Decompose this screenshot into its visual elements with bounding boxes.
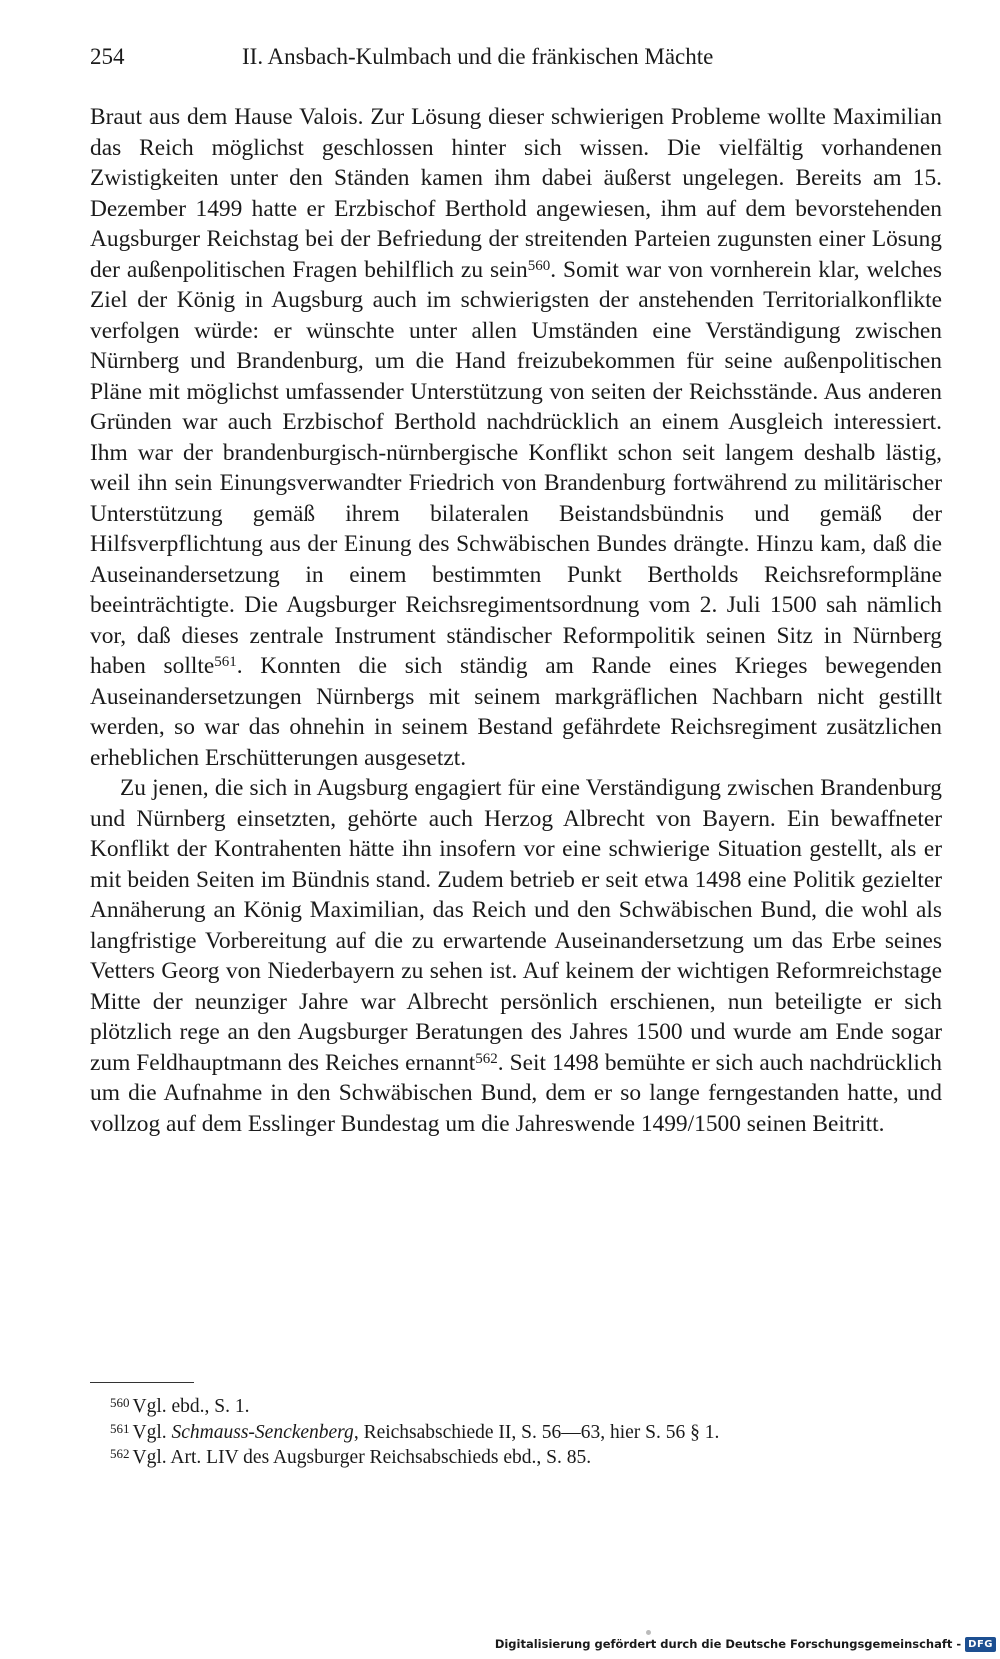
footnote-author: Schmauss-Senckenberg (171, 1421, 354, 1443)
footnote-reference-561: 561 (214, 654, 237, 670)
paragraph-2-text-b: . Seit 1498 bemühte er sich auch nachdrücklich um die Aufnahme in den Schwäbischen Bund, dem er so lange ferngestanden hatte, und vollzog auf dem Esslinger Bundestag um die Jahreswende 1499/1500 seinen Beitritt. (90, 1049, 943, 1137)
footnote-text: , Reichsabschiede II, S. 56—63, hier S. 56 § 1. (353, 1421, 720, 1443)
digitization-credit (495, 1635, 996, 1653)
footnote-text: Vgl. Art. LIV des Augsburger Reichsabschieds ebd., S. 85. (132, 1447, 592, 1468)
footnote-reference-562: 562 (475, 1050, 498, 1067)
footnote-reference-560: 560 (527, 257, 551, 274)
main-text (90, 102, 942, 1139)
footnote-separator (90, 1382, 194, 1383)
footnote-number: 561 (110, 1420, 130, 1436)
footnotes (110, 1394, 930, 1471)
footnote-prefix: Vgl. (132, 1421, 172, 1443)
paragraph-2 (90, 773, 942, 1139)
paragraph-1-text-b: . Somit war von vornherein klar, welches Ziel der König in Augsburg auch im schwierigsten der anstehenden Territorialkonflikte verfolgen würde: er wünschte unter allen Umständen eine Verständigung zwischen Nürnberg und Brandenburg, um die Hand freizubekommen für seine außenpolitischen Pläne mit möglichst umfassender Unterstützung von seiten der Reichsstände. Aus anderen Gründen war auch Erzbischof Berthold nachdrücklich an einem Ausgleich interessiert. Ihm war der brandenburgisch-nürnbergische Konflikt schon seit langem deshalb lästig, weil ihn sein Einungsverwandter Friedrich von Brandenburg fortwährend zu militärischer Unterstützung gemäß ihrem bilateralen Beistandsbündnis und gemäß der Hilfsverpflichtung aus der Einung des Schwäbischen Bundes drängte. Hinzu kam, daß die Auseinandersetzung in einem bestimmten Punkt Bertholds Reichsreformpläne beeinträchtigte. Die Augsburger Reichsregimentsordnung vom 2. Juli 1500 sah nämlich vor, daß dieses zentrale Instrument ständischer Reformpolitik seinen Sitz in Nürnberg haben sollte (90, 256, 942, 679)
footnote-number: 560 (110, 1395, 130, 1410)
credit-text: Digitalisierung gefördert durch die Deutsche Forschungsgemeinschaft - (494, 1637, 962, 1651)
running-head (90, 40, 942, 74)
page-number: 254 (90, 44, 125, 69)
footnote-561 (110, 1420, 930, 1446)
paragraph-1-text-c: . Konnten die sich ständig am Rande eines Krieges bewegenden Auseinandersetzungen Nürnbergs mit seinem markgräflichen Nachbarn nicht gestillt werden, so war das ohnehin in seinem Bestand gefährdete Reichsregiment zusätzlichen erheblichen Erschütterungen ausgesetzt. (90, 653, 942, 771)
footnote-560 (110, 1394, 930, 1420)
chapter-title: II. Ansbach-Kulmbach und die fränkischen Mächte (242, 44, 714, 69)
footnote-text: Vgl. ebd., S. 1. (132, 1396, 250, 1417)
paragraph-1-text-a: Braut aus dem Hause Valois. Zur Lösung dieser schwierigen Probleme wollte Maximilian das Reich möglichst geschlossen hinter sich wissen. Die vielfältig vorhandenen Zwistigkeiten unter den Ständen kamen ihm dabei äußerst ungelegen. Bereits am 15. Dezember 1499 hatte er Erzbischof Berthold angewiesen, ihm auf dem bevorstehenden Augsburger Reichstag bei der Befriedung der streitenden Parteien zugunsten einer Lösung der außenpolitischen Fragen behilflich zu sein (90, 104, 942, 283)
paragraph-2-text-a: Zu jenen, die sich in Augsburg engagiert für eine Verständigung zwischen Brandenburg und Nürnberg einsetzten, gehörte auch Herzog Albrecht von Bayern. Ein bewaffneter Konflikt der Kontrahenten hätte ihn insofern vor eine schwierige Situation gestellt, als er mit beiden Seiten im Bündnis stand. Zudem betrieb er seit etwa 1498 eine Politik gezielter Annäherung an König Maximilian, das Reich und den Schwäbischen Bund, die wohl als langfristige Vorbereitung auf die zu erwartende Auseinandersetzung um das Erbe seines Vetters Georg von Niederbayern zu sehen ist. Auf keinem der wichtigen Reformreichstage Mitte der neunziger Jahre war Albrecht persönlich erschienen, nun beteiligte er sich plötzlich rege an den Augsburger Beratungen des Jahres 1500 und wurde am Ende sogar zum Feldhauptmann des Reiches ernannt (90, 775, 942, 1076)
dfg-logo: DFG (965, 1637, 996, 1652)
footnote-562 (110, 1445, 930, 1471)
footnote-number: 562 (110, 1446, 130, 1461)
paragraph-1 (90, 102, 942, 773)
